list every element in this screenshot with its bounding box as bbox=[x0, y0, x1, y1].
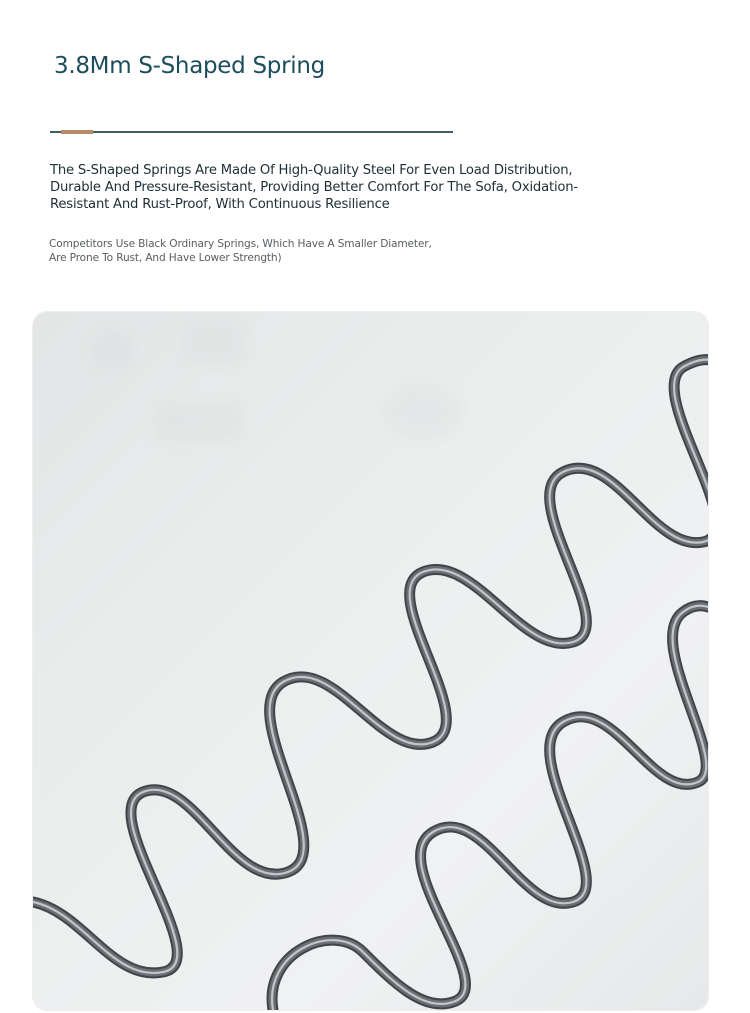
spring-wire-image bbox=[33, 312, 708, 1010]
competitor-note: Competitors Use Black Ordinary Springs, Which Have A Smaller Diameter, Are Prone To Rust, And Have Lower Strength) bbox=[49, 238, 432, 264]
page-title: 3.8Mm S-Shaped Spring bbox=[54, 53, 325, 79]
title-divider-accent bbox=[61, 130, 93, 134]
product-description: The S-Shaped Springs Are Made Of High-Quality Steel For Even Load Distribution, Durable And Pressure-Resistant, Providing Better Comfort For The Sofa, Oxidation-Resistant And Rust-Proof, With Continuous Resilience bbox=[50, 163, 578, 212]
lower-spring bbox=[272, 606, 708, 1010]
spring-photo bbox=[33, 312, 708, 1010]
upper-spring bbox=[33, 360, 708, 973]
title-divider bbox=[50, 131, 453, 133]
